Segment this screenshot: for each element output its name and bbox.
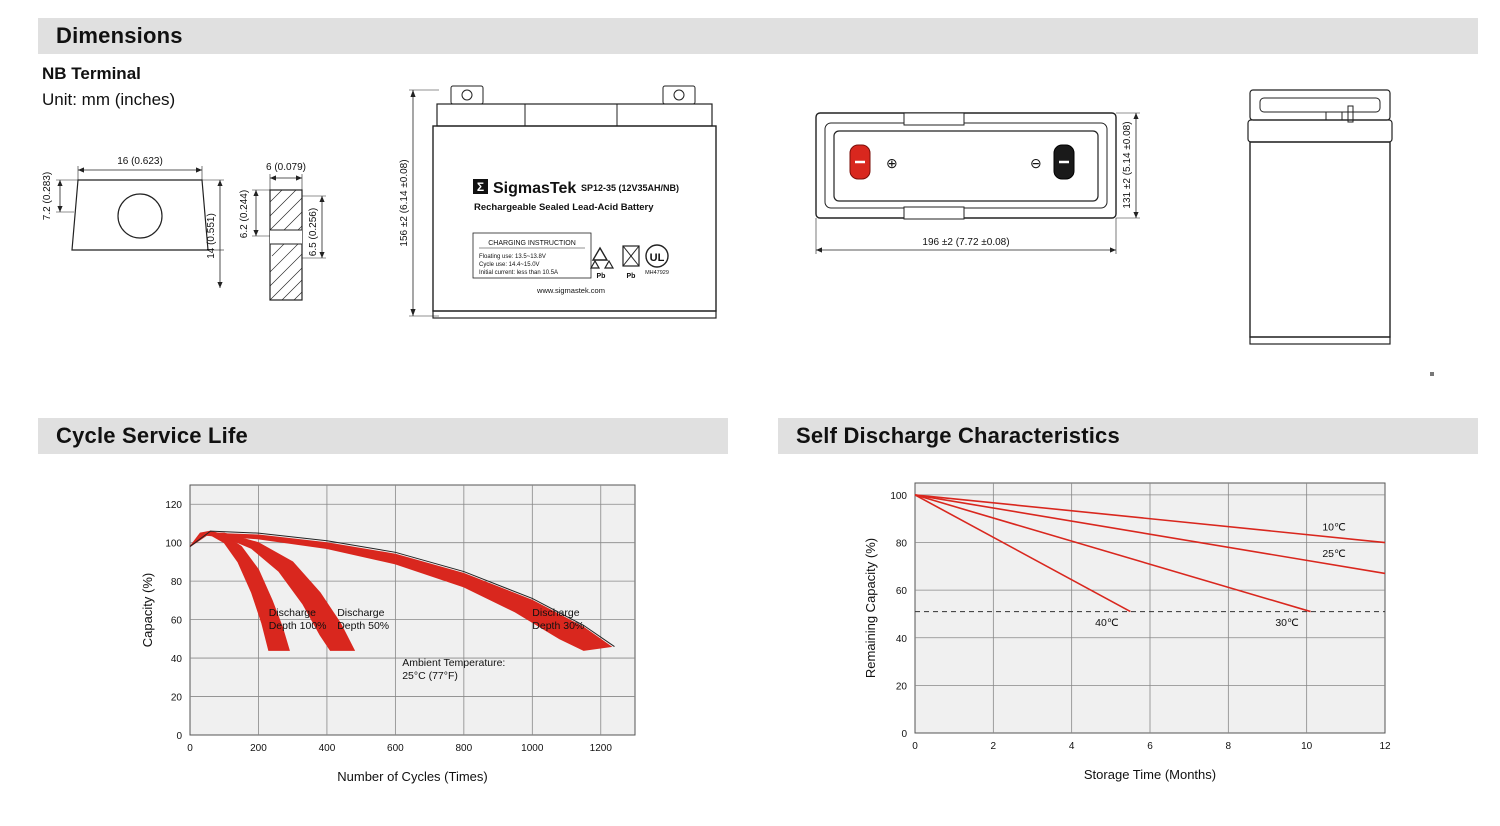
x-axis-label: Number of Cycles (Times) [337,769,488,784]
cycle-service-life-chart [130,465,660,820]
chart-annotation: Depth 50% [337,619,390,632]
terminal-width-label: 16 (0.623) [117,156,163,167]
x-tick-label: 600 [387,743,404,754]
x-tick-label: 12 [1379,741,1391,752]
battery-side-view [1230,78,1430,363]
ul-mark-icon [645,245,669,276]
terminal-thickness-label: 6 (0.079) [265,162,307,173]
y-axis-label: Capacity (%) [140,572,155,648]
series-label: 40℃ [1095,616,1119,629]
x-tick-label: 400 [318,743,336,754]
ul-file-number: MH47929 [645,270,669,276]
positive-terminal-symbol: ⊕ [886,155,898,171]
y-tick-label: 60 [895,586,907,598]
battery-top-width-dim: 196 ±2 (7.72 ±0.08) [922,237,1010,248]
battery-tagline: Rechargeable Sealed Lead-Acid Battery [474,202,654,213]
battery-front-view [395,78,755,333]
x-tick-label: 10 [1301,741,1313,752]
y-tick-label: 40 [170,654,182,666]
x-tick-label: 800 [455,743,473,754]
battery-brand: SigmasTek [493,180,577,197]
unit-label: Unit: mm (inches) [42,90,176,109]
series-label: 10℃ [1322,521,1346,534]
recycle-mark-label: Pb [596,273,606,280]
series-label: 25℃ [1322,547,1346,560]
chart-annotation: Discharge [532,606,580,619]
recycle-icon [591,248,613,280]
page-dot-marker [1430,372,1434,376]
self-discharge-header [778,418,1478,454]
charging-line-1: Cycle use: 14.4~15.0V [479,262,540,268]
x-tick-label: 4 [1068,741,1075,752]
y-tick-label: 120 [165,500,182,512]
x-tick-label: 0 [912,741,918,752]
self-discharge-title: Self Discharge Characteristics [796,423,1120,448]
chart-annotation: 25°C (77°F) [402,669,458,682]
x-tick-label: 1200 [589,743,612,754]
terminal-side-label: 6.5 (0.256) [308,207,319,257]
y-tick-label: 100 [165,538,182,550]
x-tick-label: 2 [990,741,997,752]
battery-website: www.sigmastek.com [537,286,605,295]
y-tick-label: 20 [895,681,907,693]
svg-text:Σ: Σ [476,180,485,194]
battery-front-height-dim: 156 ±2 (6.14 ±0.08) [399,159,410,247]
chart-annotation: Depth 100% [268,619,327,632]
terminal-height-small-label: 7.2 (0.283) [42,171,53,221]
terminal-inner-label: 6.2 (0.244) [239,189,250,239]
x-axis-label: Storage Time (Months) [1083,767,1217,782]
battery-top-height-dim: 131 ±2 (5.14 ±0.08) [1122,121,1133,209]
chart-annotation: Ambient Temperature: [402,656,506,669]
self-discharge-chart [855,465,1415,820]
no-trash-mark-label: Pb [626,273,636,280]
negative-terminal-symbol: ⊖ [1030,155,1042,171]
x-tick-label: 1000 [521,743,544,754]
dimensions-section-header [38,18,1478,54]
x-tick-label: 200 [250,743,267,754]
y-tick-label: 20 [170,692,182,704]
y-axis-label: Remaining Capacity (%) [863,537,878,679]
terminal-detail-drawing [30,140,380,335]
cycle-service-life-title: Cycle Service Life [56,423,248,448]
cycle-service-life-header [38,418,728,454]
charging-line-2: Initial current: less than 10.5A [479,270,559,276]
x-tick-label: 8 [1225,741,1232,752]
charging-line-0: Floating use: 13.5~13.8V [479,254,546,260]
terminal-body-height-label: 14 (0.551) [206,213,217,259]
chart-annotation: Discharge [337,606,385,619]
svg-text:UL: UL [649,252,665,264]
nb-terminal-subtitle: NB Terminal [42,64,141,83]
dimensions-title: Dimensions [56,23,183,48]
battery-model: SP12-35 (12V35AH/NB) [581,183,680,193]
series-label: 30℃ [1275,616,1299,629]
battery-top-view [800,95,1170,330]
chart-annotation: Discharge [268,606,317,619]
no-trash-icon [623,246,639,280]
y-tick-label: 80 [895,538,907,550]
y-tick-label: 40 [895,633,907,645]
y-tick-label: 60 [170,615,182,627]
charging-instruction-title: CHARGING INSTRUCTION [488,240,576,247]
y-tick-label: 80 [170,577,182,589]
y-tick-label: 100 [890,490,907,502]
y-tick-label: 0 [176,731,182,742]
y-tick-label: 0 [901,729,907,740]
chart-annotation: Depth 30% [532,619,585,632]
x-tick-label: 0 [187,743,193,754]
x-tick-label: 6 [1147,741,1153,752]
